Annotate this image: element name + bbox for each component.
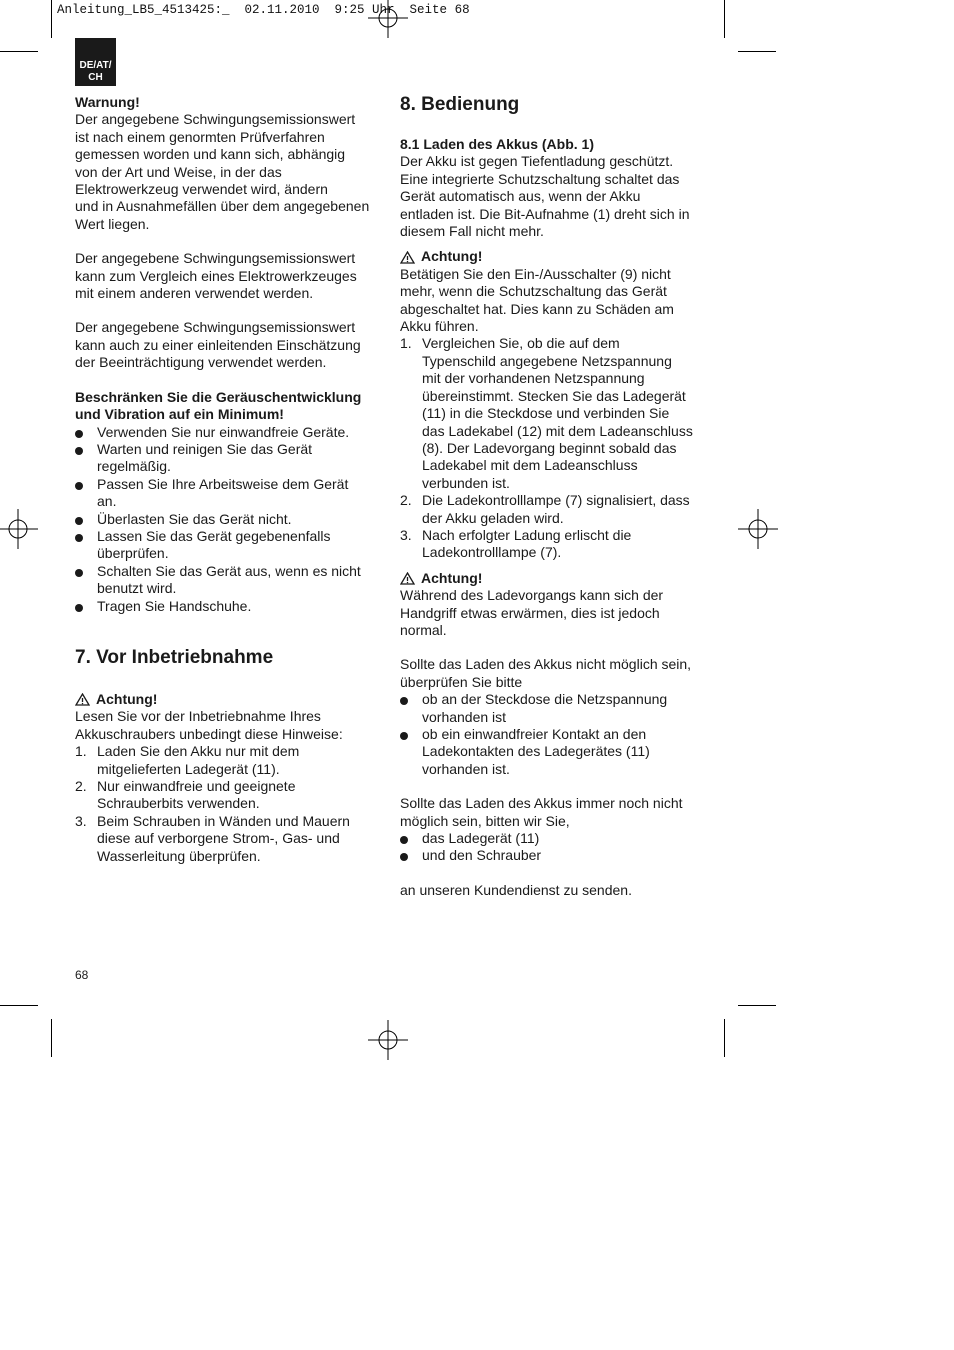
- registration-mark-icon: [368, 0, 408, 40]
- crop-mark: [51, 1019, 52, 1057]
- attention-heading: [75, 691, 380, 708]
- item-number: 2.: [400, 492, 412, 509]
- limit-list: [75, 424, 380, 615]
- list-item: Lassen Sie das Gerät gegebenenfalls überprüfen.: [75, 528, 380, 563]
- list-item: ob ein einwandfreier Kontakt an den Ladekontakten des Ladegerätes (11) vorhanden ist.: [400, 726, 705, 778]
- registration-mark-icon: [0, 509, 40, 549]
- paragraph: Sollte das Laden des Akkus immer noch nicht möglich sein, bitten wir Sie,: [400, 795, 683, 829]
- list-item: Überlasten Sie das Gerät nicht.: [75, 511, 380, 528]
- crop-mark: [738, 1005, 776, 1006]
- warning-title: Warnung!: [75, 94, 140, 110]
- item-text: Nur einwandfreie und geeignete Schrauberbits verwenden.: [97, 778, 296, 812]
- list-item: Passen Sie Ihre Arbeitsweise dem Gerät an.: [75, 476, 380, 511]
- list-item: [400, 527, 705, 562]
- paragraph: Sollte das Laden des Akkus nicht möglich sein, überprüfen Sie bitte: [400, 656, 692, 690]
- send-list: [400, 830, 705, 865]
- list-item: ob an der Steckdose die Netzspannung vorhanden ist: [400, 691, 705, 726]
- crop-mark: [51, 0, 52, 38]
- attention-label: Achtung!: [96, 690, 158, 707]
- paragraph: Betätigen Sie den Ein-/Ausschalter (9) nicht mehr, wenn die Schutzschaltung das Gerät abgeschaltet hat. Dies kann zu Schäden am Akku führen.: [400, 265, 674, 335]
- subsection-title: 8.1 Laden des Akkus (Abb. 1): [400, 136, 594, 152]
- registration-mark-icon: [738, 509, 778, 549]
- list-item: und den Schrauber: [400, 847, 705, 864]
- list-item: [75, 813, 380, 865]
- list-item: [75, 778, 380, 813]
- section-heading: 8. Bedienung: [400, 94, 520, 115]
- paragraph: Während des Ladevorgangs kann sich der Handgriff etwas erwärmen, dies ist jedoch normal.: [400, 587, 664, 638]
- registration-mark-icon: [368, 1020, 408, 1060]
- numbered-list: [75, 743, 380, 865]
- list-item: [400, 335, 705, 492]
- warning-text: Der angegebene Schwingungsemissionswert ist nach einem genormten Prüfverfahren gemessen worden und kann sich, abhängig von der Art und Weise, in der das Elektrowerkzeug verwendet wird, ändern und in Ausnahmefällen über dem angegebenen Wert liegen.: [75, 111, 370, 232]
- list-item: [400, 492, 705, 527]
- list-item: Schalten Sie das Gerät aus, wenn es nicht benutzt wird.: [75, 563, 380, 598]
- item-number: 1.: [75, 743, 87, 760]
- section-heading: 7. Vor Inbetriebnahme: [75, 646, 274, 668]
- list-item: das Ladegerät (11): [400, 830, 705, 847]
- list-item: Warten und reinigen Sie das Gerät regelmäßig.: [75, 441, 380, 476]
- item-number: 3.: [400, 526, 412, 543]
- list-item: Tragen Sie Handschuhe.: [75, 598, 380, 615]
- numbered-list: [400, 335, 705, 561]
- crop-mark: [0, 51, 38, 52]
- item-text: Vergleichen Sie, ob die auf dem Typenschild angegebene Netzspannung mit der vorhandenen Netzspannung übereinstimmt. Stecken Sie das Ladegerät (11) in die Steckdose und verbinden Sie das Ladekabel (12) mit dem Ladeanschluss (8). Der Ladevorgang beginnt sobald das Ladekabel mit dem Ladeanschluss verbunden ist.: [422, 335, 693, 491]
- list-item: Verwenden Sie nur einwandfreie Geräte.: [75, 424, 380, 441]
- paragraph: an unseren Kundendienst zu senden.: [400, 881, 632, 898]
- list-item: [75, 743, 380, 778]
- crop-mark: [0, 1005, 38, 1006]
- attention-heading: [400, 248, 705, 265]
- crop-mark: [724, 0, 725, 38]
- check-list: [400, 691, 705, 778]
- paragraph: Der angegebene Schwingungsemissionswert kann auch zu einer einleitenden Einschätzung der Beeinträchtigung verwendet werden.: [75, 319, 361, 371]
- attention-label: Achtung!: [421, 248, 483, 265]
- limit-title: Beschränken Sie die Geräuschentwicklung und Vibration auf ein Minimum!: [75, 388, 362, 423]
- language-badge: DE/AT/ CH: [75, 38, 116, 86]
- crop-mark: [724, 1019, 725, 1057]
- page-number: 68: [75, 968, 89, 982]
- item-text: Laden Sie den Akku nur mit dem mitgelieferten Ladegerät (11).: [97, 743, 300, 777]
- item-text: Nach erfolgter Ladung erlischt die Ladekontrolllampe (7).: [422, 526, 632, 561]
- paragraph: Der Akku ist gegen Tiefentladung geschützt. Eine integrierte Schutzschaltung schaltet das Gerät automatisch aus, wenn der Akku entladen ist. Die Bit-Aufnahme (1) dreht sich in diesem Fall nicht mehr.: [400, 153, 690, 240]
- item-text: Beim Schrauben in Wänden und Mauern diese auf verborgene Strom-, Gas- und Wasserleitung überprüfen.: [97, 812, 350, 864]
- paragraph: Lesen Sie vor der Inbetriebnahme Ihres Akkuschraubers unbedingt diese Hinweise:: [75, 708, 343, 742]
- left-column: [75, 94, 380, 865]
- item-number: 1.: [400, 335, 412, 352]
- warning-triangle-icon: [400, 572, 415, 585]
- item-number: 2.: [75, 778, 87, 794]
- attention-label: Achtung!: [421, 569, 483, 586]
- right-column: [400, 94, 705, 899]
- paragraph: Der angegebene Schwingungsemissionswert kann zum Vergleich eines Elektrowerkzeuges mit einem anderen verwendet werden.: [75, 250, 357, 302]
- crop-mark: [738, 51, 776, 52]
- warning-triangle-icon: [400, 251, 415, 264]
- warning-triangle-icon: [75, 693, 90, 706]
- item-text: Die Ladekontrolllampe (7) signalisiert, dass der Akku geladen wird.: [422, 492, 690, 526]
- print-slug: Anleitung_LB5_4513425:_ 02.11.2010 9:25 Uhr Seite 68: [57, 3, 470, 17]
- item-number: 3.: [75, 812, 87, 829]
- attention-heading: [400, 570, 705, 587]
